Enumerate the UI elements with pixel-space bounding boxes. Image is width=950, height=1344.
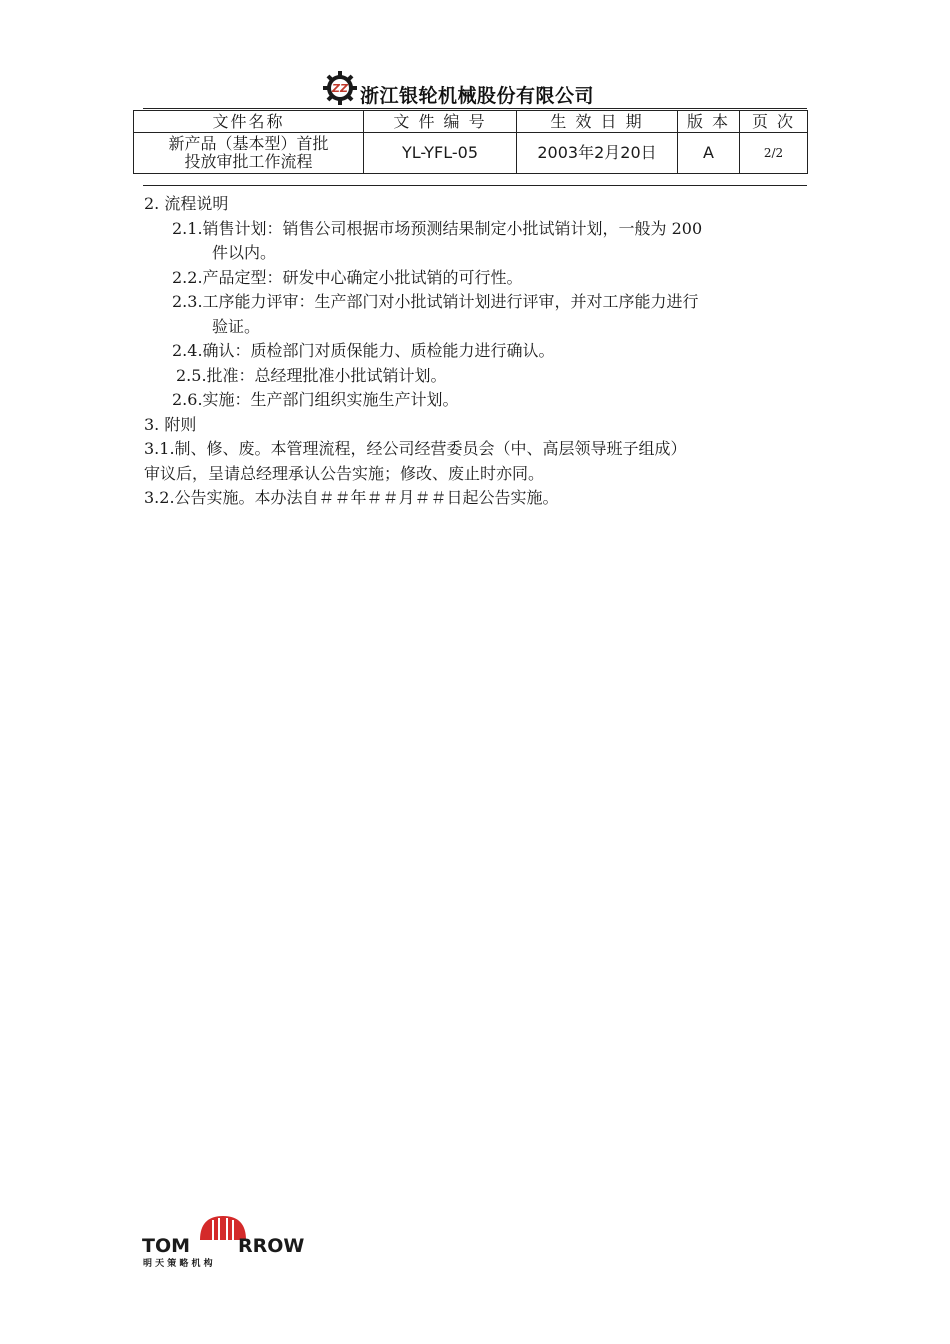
body-line: 3.1.制、修、废。本管理流程，经公司经营委员会（中、高层领导班子组成）	[144, 439, 687, 458]
doc-name-line2: 投放审批工作流程	[184, 152, 313, 171]
body-line: 3.2.公告实施。本办法自＃＃年＃＃月＃＃日起公告实施。	[144, 488, 559, 507]
section-rule	[143, 185, 807, 186]
company-header	[322, 68, 594, 108]
svg-text:ZZ: ZZ	[332, 82, 348, 95]
body-line: 2. 流程说明	[144, 194, 229, 213]
body-line: 2.4.确认：质检部门对质保能力、质检能力进行确认。	[172, 341, 555, 360]
brand-right: RROW	[238, 1235, 304, 1257]
info-value-row	[134, 133, 808, 174]
brand-cn: 明 天 策 略 机 构	[143, 1259, 213, 1268]
header-page: 页 次	[740, 111, 808, 133]
header-rule	[143, 108, 807, 109]
gear-logo-icon	[322, 70, 358, 106]
header-doc-number: 文 件 编 号	[364, 111, 517, 133]
body-line: 2.2.产品定型：研发中心确定小批试销的可行性。	[172, 267, 523, 287]
version: A	[678, 133, 740, 174]
body-line: 3. 附则	[144, 414, 197, 434]
document-body	[0, 192, 950, 511]
brand-left: TOM	[142, 1235, 191, 1257]
tomorrow-logo	[142, 1212, 304, 1268]
doc-name-line1: 新产品（基本型）首批	[168, 134, 329, 153]
body-line: 审议后，呈请总经理承认公告实施；修改、废止时亦同。	[144, 463, 545, 483]
header-effective-date: 生 效 日 期	[517, 111, 678, 133]
header-doc-name: 文件名称	[134, 111, 364, 133]
effective-date: 2003年2月20日	[517, 133, 678, 174]
info-header-row	[134, 111, 808, 133]
doc-name-cell	[134, 133, 364, 174]
doc-number: YL-YFL-05	[364, 133, 517, 174]
header-version: 版 本	[678, 111, 740, 133]
document-info-table	[133, 110, 808, 174]
page-number: 2/2	[740, 133, 808, 174]
body-line: 2.5.批准：总经理批准小批试销计划。	[176, 365, 447, 385]
body-line: 验证。	[212, 316, 261, 336]
body-line: 件以内。	[212, 243, 277, 262]
body-line: 2.1.销售计划：销售公司根据市场预测结果制定小批试销计划，一般为 200	[172, 218, 703, 238]
body-line: 2.3.工序能力评审：生产部门对小批试销计划进行评审，并对工序能力进行	[172, 292, 699, 311]
company-name: 浙江银轮机械股份有限公司	[360, 84, 595, 107]
body-line: 2.6.实施：生产部门组织实施生产计划。	[172, 390, 459, 409]
